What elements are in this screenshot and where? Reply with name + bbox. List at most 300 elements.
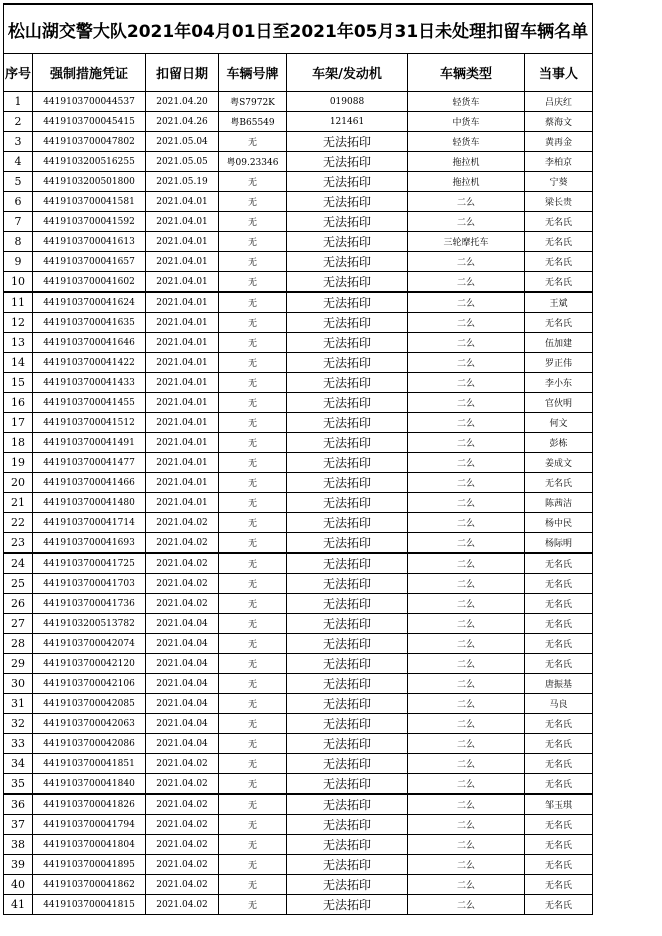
cell-type: 二么	[408, 313, 525, 333]
cell-type: 二么	[408, 553, 525, 574]
cell-voucher: 4419103700042106	[33, 674, 146, 694]
table-row	[4, 192, 593, 212]
cell-engine: 无法拓印	[287, 192, 408, 212]
cell-plate: 无	[219, 895, 287, 915]
cell-plate: 无	[219, 272, 287, 293]
cell-no: 20	[4, 473, 33, 493]
cell-engine: 无法拓印	[287, 373, 408, 393]
cell-voucher: 4419103700041491	[33, 433, 146, 453]
cell-engine: 无法拓印	[287, 473, 408, 493]
table-row	[4, 473, 593, 493]
cell-no: 1	[4, 92, 33, 112]
cell-plate: 无	[219, 493, 287, 513]
cell-date: 2021.04.01	[146, 333, 219, 353]
cell-type: 二么	[408, 272, 525, 293]
cell-voucher: 4419103700042063	[33, 714, 146, 734]
cell-voucher: 4419103700041480	[33, 493, 146, 513]
cell-type: 二么	[408, 815, 525, 835]
cell-plate: 无	[219, 393, 287, 413]
header-no: 序号	[4, 54, 33, 92]
cell-type: 二么	[408, 533, 525, 554]
cell-date: 2021.04.02	[146, 774, 219, 795]
cell-engine: 无法拓印	[287, 734, 408, 754]
cell-party: 无名氏	[525, 714, 593, 734]
cell-party: 无名氏	[525, 553, 593, 574]
cell-plate: 无	[219, 533, 287, 554]
cell-party: 李小东	[525, 373, 593, 393]
cell-plate: 无	[219, 654, 287, 674]
cell-engine: 无法拓印	[287, 835, 408, 855]
table-row	[4, 493, 593, 513]
table-row	[4, 855, 593, 875]
cell-engine: 无法拓印	[287, 393, 408, 413]
cell-no: 39	[4, 855, 33, 875]
cell-voucher: 4419103200501800	[33, 172, 146, 192]
cell-type: 二么	[408, 734, 525, 754]
cell-voucher: 4419103700041815	[33, 895, 146, 915]
cell-voucher: 4419103700041422	[33, 353, 146, 373]
cell-type: 二么	[408, 473, 525, 493]
cell-date: 2021.04.01	[146, 292, 219, 313]
cell-plate: 无	[219, 212, 287, 232]
cell-party: 唐振基	[525, 674, 593, 694]
cell-no: 28	[4, 634, 33, 654]
cell-plate: 无	[219, 835, 287, 855]
cell-date: 2021.04.02	[146, 553, 219, 574]
cell-no: 19	[4, 453, 33, 473]
cell-plate: 无	[219, 734, 287, 754]
cell-plate: 无	[219, 433, 287, 453]
cell-date: 2021.04.02	[146, 835, 219, 855]
cell-type: 三轮摩托车	[408, 232, 525, 252]
table-row	[4, 373, 593, 393]
cell-no: 33	[4, 734, 33, 754]
cell-plate: 无	[219, 553, 287, 574]
table-row	[4, 553, 593, 574]
cell-date: 2021.04.01	[146, 232, 219, 252]
cell-party: 陈茜洁	[525, 493, 593, 513]
cell-type: 二么	[408, 453, 525, 473]
table-row	[4, 895, 593, 915]
cell-engine: 无法拓印	[287, 433, 408, 453]
cell-voucher: 4419103700041826	[33, 794, 146, 815]
cell-date: 2021.04.04	[146, 674, 219, 694]
cell-no: 13	[4, 333, 33, 353]
cell-engine: 无法拓印	[287, 875, 408, 895]
cell-party: 吕庆红	[525, 92, 593, 112]
table-row	[4, 252, 593, 272]
cell-voucher: 4419103700041512	[33, 413, 146, 433]
table-row	[4, 815, 593, 835]
cell-type: 二么	[408, 754, 525, 774]
cell-engine: 无法拓印	[287, 855, 408, 875]
cell-voucher: 4419103700041624	[33, 292, 146, 313]
cell-engine: 无法拓印	[287, 232, 408, 252]
cell-type: 二么	[408, 212, 525, 232]
cell-engine: 无法拓印	[287, 815, 408, 835]
cell-date: 2021.05.05	[146, 152, 219, 172]
table-row	[4, 714, 593, 734]
cell-type: 拖拉机	[408, 152, 525, 172]
cell-plate: 无	[219, 353, 287, 373]
cell-date: 2021.04.02	[146, 895, 219, 915]
table-row	[4, 453, 593, 473]
cell-no: 38	[4, 835, 33, 855]
cell-type: 二么	[408, 373, 525, 393]
header-party: 当事人	[525, 54, 593, 92]
cell-type: 二么	[408, 493, 525, 513]
table-row	[4, 232, 593, 252]
cell-date: 2021.04.01	[146, 393, 219, 413]
table-row	[4, 313, 593, 333]
cell-party: 无名氏	[525, 634, 593, 654]
cell-party: 无名氏	[525, 232, 593, 252]
table-row	[4, 774, 593, 795]
cell-party: 无名氏	[525, 835, 593, 855]
cell-type: 二么	[408, 594, 525, 614]
cell-engine: 无法拓印	[287, 353, 408, 373]
cell-no: 23	[4, 533, 33, 554]
cell-voucher: 4419103700041736	[33, 594, 146, 614]
cell-type: 中货车	[408, 112, 525, 132]
cell-plate: 无	[219, 754, 287, 774]
cell-party: 无名氏	[525, 614, 593, 634]
cell-no: 30	[4, 674, 33, 694]
cell-date: 2021.04.01	[146, 313, 219, 333]
table-row	[4, 533, 593, 554]
cell-plate: 粤B65549	[219, 112, 287, 132]
cell-date: 2021.04.01	[146, 493, 219, 513]
cell-no: 16	[4, 393, 33, 413]
cell-voucher: 4419103700041635	[33, 313, 146, 333]
cell-engine: 121461	[287, 112, 408, 132]
table-row	[4, 272, 593, 293]
cell-no: 31	[4, 694, 33, 714]
cell-plate: 无	[219, 574, 287, 594]
cell-date: 2021.05.04	[146, 132, 219, 152]
cell-type: 轻货车	[408, 92, 525, 112]
cell-party: 何文	[525, 413, 593, 433]
cell-engine: 无法拓印	[287, 292, 408, 313]
cell-engine: 无法拓印	[287, 453, 408, 473]
table-row	[4, 674, 593, 694]
table-row	[4, 654, 593, 674]
cell-no: 22	[4, 513, 33, 533]
cell-engine: 无法拓印	[287, 574, 408, 594]
cell-date: 2021.04.02	[146, 754, 219, 774]
cell-no: 29	[4, 654, 33, 674]
cell-date: 2021.05.19	[146, 172, 219, 192]
cell-no: 8	[4, 232, 33, 252]
cell-voucher: 4419103700041714	[33, 513, 146, 533]
cell-engine: 无法拓印	[287, 895, 408, 915]
cell-no: 10	[4, 272, 33, 293]
header-plate: 车辆号牌	[219, 54, 287, 92]
cell-engine: 无法拓印	[287, 553, 408, 574]
cell-voucher: 4419103700041592	[33, 212, 146, 232]
cell-type: 二么	[408, 393, 525, 413]
title-row	[4, 4, 593, 54]
cell-voucher: 4419103700041851	[33, 754, 146, 774]
cell-party: 姜成文	[525, 453, 593, 473]
cell-party: 无名氏	[525, 855, 593, 875]
cell-no: 7	[4, 212, 33, 232]
cell-no: 6	[4, 192, 33, 212]
cell-no: 9	[4, 252, 33, 272]
cell-party: 无名氏	[525, 895, 593, 915]
cell-voucher: 4419103700041725	[33, 553, 146, 574]
cell-engine: 无法拓印	[287, 754, 408, 774]
cell-party: 伍加建	[525, 333, 593, 353]
cell-type: 二么	[408, 654, 525, 674]
cell-type: 二么	[408, 353, 525, 373]
table-row	[4, 132, 593, 152]
cell-type: 二么	[408, 433, 525, 453]
detained-vehicle-table	[3, 3, 593, 915]
cell-voucher: 4419103700041804	[33, 835, 146, 855]
table-row	[4, 413, 593, 433]
cell-engine: 无法拓印	[287, 152, 408, 172]
cell-date: 2021.04.04	[146, 614, 219, 634]
cell-date: 2021.04.20	[146, 92, 219, 112]
cell-engine: 无法拓印	[287, 132, 408, 152]
cell-plate: 无	[219, 513, 287, 533]
cell-plate: 无	[219, 172, 287, 192]
cell-voucher: 4419103700041455	[33, 393, 146, 413]
cell-plate: 无	[219, 473, 287, 493]
table-row	[4, 433, 593, 453]
cell-party: 无名氏	[525, 654, 593, 674]
cell-no: 18	[4, 433, 33, 453]
cell-plate: 无	[219, 192, 287, 212]
cell-party: 蔡海文	[525, 112, 593, 132]
table-row	[4, 112, 593, 132]
cell-date: 2021.04.02	[146, 794, 219, 815]
cell-type: 二么	[408, 333, 525, 353]
table-row	[4, 754, 593, 774]
cell-voucher: 4419103700047802	[33, 132, 146, 152]
cell-engine: 无法拓印	[287, 513, 408, 533]
cell-party: 王斌	[525, 292, 593, 313]
detained-vehicle-sheet	[3, 3, 592, 915]
cell-voucher: 4419103700041477	[33, 453, 146, 473]
cell-engine: 无法拓印	[287, 634, 408, 654]
table-row	[4, 393, 593, 413]
table-row	[4, 333, 593, 353]
cell-type: 二么	[408, 574, 525, 594]
cell-plate: 无	[219, 292, 287, 313]
cell-engine: 无法拓印	[287, 614, 408, 634]
cell-party: 罗正伟	[525, 353, 593, 373]
cell-type: 二么	[408, 192, 525, 212]
cell-date: 2021.04.01	[146, 433, 219, 453]
cell-engine: 019088	[287, 92, 408, 112]
table-row	[4, 292, 593, 313]
cell-party: 李柏京	[525, 152, 593, 172]
cell-voucher: 4419103200516255	[33, 152, 146, 172]
cell-no: 4	[4, 152, 33, 172]
cell-voucher: 4419103700041693	[33, 533, 146, 554]
cell-plate: 无	[219, 674, 287, 694]
cell-plate: 无	[219, 252, 287, 272]
cell-plate: 无	[219, 373, 287, 393]
cell-date: 2021.04.04	[146, 714, 219, 734]
cell-type: 二么	[408, 875, 525, 895]
table-row	[4, 353, 593, 373]
cell-voucher: 4419103700042085	[33, 694, 146, 714]
cell-date: 2021.04.01	[146, 413, 219, 433]
cell-plate: 无	[219, 614, 287, 634]
cell-date: 2021.04.26	[146, 112, 219, 132]
cell-engine: 无法拓印	[287, 674, 408, 694]
cell-type: 二么	[408, 292, 525, 313]
cell-engine: 无法拓印	[287, 493, 408, 513]
header-voucher: 强制措施凭证	[33, 54, 146, 92]
header-type: 车辆类型	[408, 54, 525, 92]
cell-plate: 无	[219, 815, 287, 835]
cell-type: 二么	[408, 835, 525, 855]
cell-no: 15	[4, 373, 33, 393]
cell-no: 25	[4, 574, 33, 594]
cell-no: 37	[4, 815, 33, 835]
cell-no: 32	[4, 714, 33, 734]
cell-plate: 无	[219, 453, 287, 473]
header-date: 扣留日期	[146, 54, 219, 92]
cell-type: 二么	[408, 513, 525, 533]
cell-date: 2021.04.02	[146, 594, 219, 614]
cell-voucher: 4419103700041895	[33, 855, 146, 875]
table-row	[4, 574, 593, 594]
cell-party: 无名氏	[525, 754, 593, 774]
cell-plate: 无	[219, 333, 287, 353]
cell-engine: 无法拓印	[287, 313, 408, 333]
table-row	[4, 634, 593, 654]
cell-no: 24	[4, 553, 33, 574]
cell-engine: 无法拓印	[287, 794, 408, 815]
table-row	[4, 152, 593, 172]
cell-voucher: 4419103200513782	[33, 614, 146, 634]
cell-voucher: 4419103700041840	[33, 774, 146, 795]
cell-voucher: 4419103700041466	[33, 473, 146, 493]
header-engine: 车架/发动机	[287, 54, 408, 92]
cell-date: 2021.04.02	[146, 875, 219, 895]
cell-type: 二么	[408, 614, 525, 634]
cell-type: 二么	[408, 252, 525, 272]
cell-party: 无名氏	[525, 574, 593, 594]
cell-voucher: 4419103700041602	[33, 272, 146, 293]
cell-plate: 无	[219, 694, 287, 714]
table-row	[4, 172, 593, 192]
cell-voucher: 4419103700042120	[33, 654, 146, 674]
cell-type: 二么	[408, 694, 525, 714]
cell-engine: 无法拓印	[287, 654, 408, 674]
cell-type: 轻货车	[408, 132, 525, 152]
cell-engine: 无法拓印	[287, 333, 408, 353]
cell-date: 2021.04.01	[146, 212, 219, 232]
cell-date: 2021.04.04	[146, 654, 219, 674]
cell-plate: 无	[219, 875, 287, 895]
cell-date: 2021.04.02	[146, 533, 219, 554]
cell-type: 二么	[408, 714, 525, 734]
table-row	[4, 794, 593, 815]
cell-party: 邹玉琪	[525, 794, 593, 815]
cell-engine: 无法拓印	[287, 212, 408, 232]
cell-party: 杨际明	[525, 533, 593, 554]
cell-type: 二么	[408, 895, 525, 915]
cell-date: 2021.04.01	[146, 192, 219, 212]
cell-date: 2021.04.01	[146, 473, 219, 493]
cell-plate: 无	[219, 132, 287, 152]
table-row	[4, 614, 593, 634]
cell-engine: 无法拓印	[287, 413, 408, 433]
cell-date: 2021.04.01	[146, 353, 219, 373]
cell-type: 二么	[408, 634, 525, 654]
cell-plate: 无	[219, 594, 287, 614]
cell-no: 14	[4, 353, 33, 373]
cell-date: 2021.04.02	[146, 574, 219, 594]
cell-voucher: 4419103700041646	[33, 333, 146, 353]
cell-date: 2021.04.01	[146, 272, 219, 293]
cell-no: 26	[4, 594, 33, 614]
cell-plate: 无	[219, 413, 287, 433]
table-row	[4, 835, 593, 855]
cell-type: 二么	[408, 674, 525, 694]
cell-plate: 无	[219, 855, 287, 875]
cell-plate: 无	[219, 232, 287, 252]
cell-party: 梁长贵	[525, 192, 593, 212]
cell-plate: 粤S7972K	[219, 92, 287, 112]
cell-date: 2021.04.02	[146, 855, 219, 875]
cell-no: 40	[4, 875, 33, 895]
cell-voucher: 4419103700041613	[33, 232, 146, 252]
cell-engine: 无法拓印	[287, 252, 408, 272]
cell-date: 2021.04.04	[146, 734, 219, 754]
cell-date: 2021.04.04	[146, 634, 219, 654]
cell-engine: 无法拓印	[287, 694, 408, 714]
table-row	[4, 513, 593, 533]
cell-party: 无名氏	[525, 734, 593, 754]
cell-no: 34	[4, 754, 33, 774]
cell-engine: 无法拓印	[287, 594, 408, 614]
cell-voucher: 4419103700045415	[33, 112, 146, 132]
cell-no: 17	[4, 413, 33, 433]
cell-date: 2021.04.01	[146, 373, 219, 393]
cell-engine: 无法拓印	[287, 714, 408, 734]
cell-party: 无名氏	[525, 815, 593, 835]
cell-date: 2021.04.01	[146, 453, 219, 473]
cell-plate: 无	[219, 634, 287, 654]
cell-no: 5	[4, 172, 33, 192]
cell-voucher: 4419103700042086	[33, 734, 146, 754]
cell-plate: 无	[219, 774, 287, 795]
table-row	[4, 875, 593, 895]
cell-engine: 无法拓印	[287, 774, 408, 795]
table-row	[4, 212, 593, 232]
cell-voucher: 4419103700042074	[33, 634, 146, 654]
cell-party: 无名氏	[525, 473, 593, 493]
cell-no: 11	[4, 292, 33, 313]
table-row	[4, 694, 593, 714]
cell-party: 无名氏	[525, 774, 593, 795]
cell-party: 无名氏	[525, 313, 593, 333]
cell-party: 官伙明	[525, 393, 593, 413]
table-row	[4, 734, 593, 754]
cell-no: 36	[4, 794, 33, 815]
cell-no: 12	[4, 313, 33, 333]
cell-plate: 无	[219, 714, 287, 734]
cell-plate: 无	[219, 794, 287, 815]
cell-voucher: 4419103700041657	[33, 252, 146, 272]
